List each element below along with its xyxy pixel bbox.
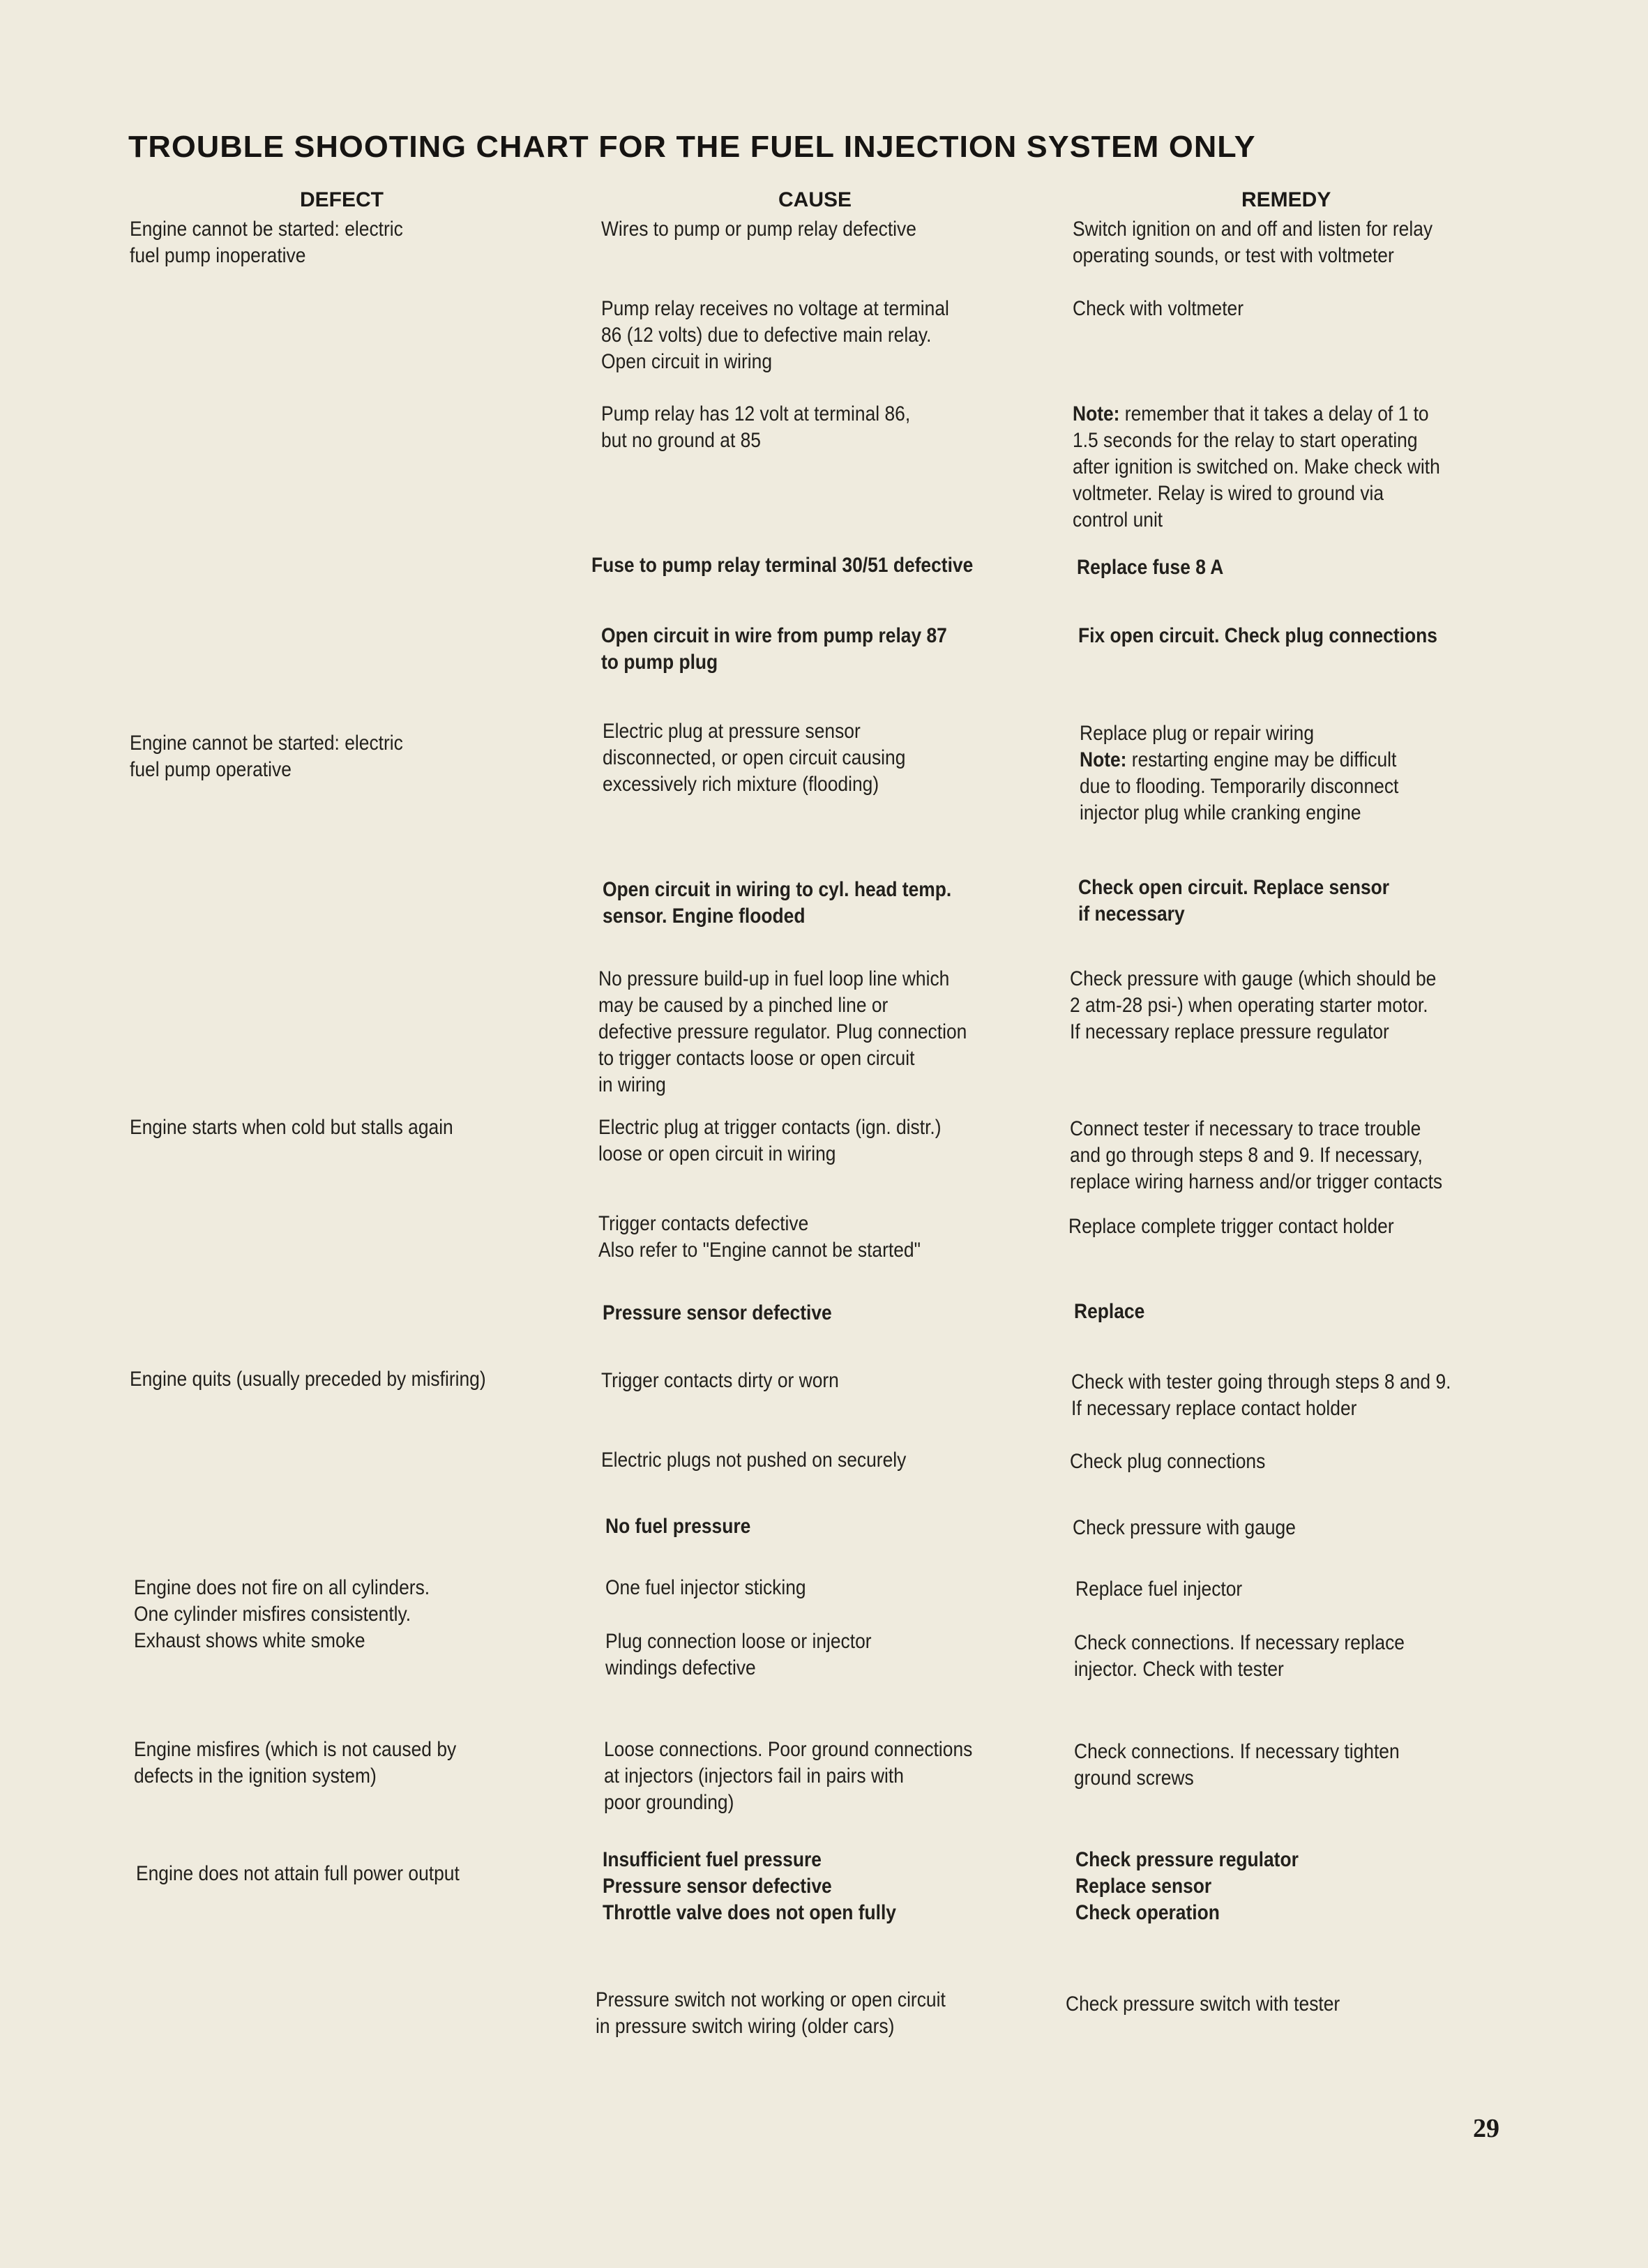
- remedy-item: Check connections. If necessary replace injector. Check with tester: [1074, 1631, 1405, 1681]
- defect-item: Engine cannot be started: electric fuel pump operative: [130, 732, 403, 781]
- remedy-item: Check pressure with gauge: [1073, 1516, 1296, 1539]
- cause-item: Open circuit in wire from pump relay 87 to pump plug: [601, 624, 947, 674]
- remedy-item: Replace: [1074, 1300, 1145, 1323]
- remedy-item: Check pressure regulator Replace sensor Check operation: [1075, 1848, 1299, 1924]
- cause-item: Loose connections. Poor ground connections at injectors (injectors fail in pairs with poor grounding): [604, 1738, 973, 1814]
- column-header-remedy: REMEDY: [1241, 188, 1331, 211]
- cause-item: Trigger contacts dirty or worn: [601, 1369, 839, 1392]
- cause-item: One fuel injector sticking: [605, 1576, 806, 1599]
- defect-item: Engine does not fire on all cylinders. One cylinder misfires consistently. Exhaust shows white smoke: [134, 1576, 430, 1652]
- remedy-item: Connect tester if necessary to trace trouble and go through steps 8 and 9. If necessary, replace wiring harness and/or trigger contacts: [1070, 1117, 1443, 1193]
- note-text: restarting engine may be difficult due to flooding. Temporarily disconnect injector plug while cranking engine: [1080, 748, 1399, 824]
- remedy-item: Check pressure switch with tester: [1066, 1993, 1340, 2016]
- remedy-item: Check with tester going through steps 8 and 9. If necessary replace contact holder: [1071, 1370, 1451, 1420]
- cause-item: Electric plugs not pushed on securely: [601, 1449, 907, 1472]
- remedy-item: Check connections. If necessary tighten ground screws: [1074, 1740, 1400, 1790]
- defect-item: Engine misfires (which is not caused by defects in the ignition system): [134, 1738, 457, 1787]
- remedy-item: Fix open circuit. Check plug connections: [1078, 624, 1437, 647]
- remedy-first-line: Replace plug or repair wiring: [1080, 722, 1315, 745]
- defect-item: Engine does not attain full power output: [136, 1862, 460, 1885]
- note-label: Note:: [1080, 748, 1127, 771]
- cause-item: No pressure build-up in fuel loop line which may be caused by a pinched line or defective pressure regulator. Plug connection to trigger contacts loose or open circuit in wiring: [598, 967, 967, 1096]
- defect-item: Engine quits (usually preceded by misfiring): [130, 1368, 486, 1391]
- cause-item: Insufficient fuel pressure Pressure sensor defective Throttle valve does not open fully: [603, 1848, 896, 1924]
- cause-item: Pressure switch not working or open circuit in pressure switch wiring (older cars): [596, 1988, 946, 2038]
- defect-item: Engine cannot be started: electric fuel pump inoperative: [130, 218, 403, 267]
- cause-item: Pump relay receives no voltage at terminal 86 (12 volts) due to defective main relay. Open circuit in wiring: [601, 297, 949, 373]
- cause-item: Open circuit in wiring to cyl. head temp. sensor. Engine flooded: [603, 878, 952, 928]
- page-number: 29: [1473, 2114, 1499, 2143]
- remedy-item: Check pressure with gauge (which should be 2 atm-28 psi-) when operating starter motor. If necessary replace pressure regulator: [1070, 967, 1437, 1043]
- cause-item: Trigger contacts defective Also refer to "Engine cannot be started": [598, 1212, 921, 1262]
- remedy-item: [1080, 720, 1398, 826]
- cause-item: Pump relay has 12 volt at terminal 86, but no ground at 85: [601, 402, 911, 452]
- remedy-item: Replace fuel injector: [1075, 1578, 1243, 1601]
- cause-item: Pressure sensor defective: [603, 1301, 832, 1324]
- cause-item: Fuse to pump relay terminal 30/51 defective: [591, 554, 974, 577]
- column-header-defect: DEFECT: [300, 188, 384, 211]
- remedy-item: Check open circuit. Replace sensor if necessary: [1078, 876, 1390, 925]
- remedy-item: Replace fuse 8 A: [1077, 556, 1224, 579]
- remedy-item: [1073, 401, 1440, 534]
- remedy-item: Replace complete trigger contact holder: [1068, 1215, 1394, 1238]
- cause-item: Electric plug at pressure sensor disconnected, or open circuit causing excessively rich mixture (flooding): [603, 720, 906, 796]
- cause-item: No fuel pressure: [605, 1515, 751, 1538]
- column-header-cause: CAUSE: [778, 188, 852, 211]
- note-label: Note:: [1073, 402, 1120, 425]
- remedy-item: Check plug connections: [1070, 1450, 1266, 1473]
- defect-item: Engine starts when cold but stalls again: [130, 1116, 453, 1139]
- remedy-item: Switch ignition on and off and listen for relay operating sounds, or test with voltmeter: [1073, 218, 1433, 267]
- cause-item: Wires to pump or pump relay defective: [601, 218, 916, 241]
- page-title: TROUBLE SHOOTING CHART FOR THE FUEL INJECTION SYSTEM ONLY: [128, 130, 1256, 164]
- note-text: remember that it takes a delay of 1 to 1.5 seconds for the relay to start operating after ignition is switched on. Make check with voltmeter. Relay is wired to ground via control unit: [1073, 402, 1440, 531]
- remedy-item: Check with voltmeter: [1073, 297, 1244, 320]
- cause-item: Plug connection loose or injector windings defective: [605, 1630, 872, 1679]
- cause-item: Electric plug at trigger contacts (ign. distr.) loose or open circuit in wiring: [598, 1116, 942, 1165]
